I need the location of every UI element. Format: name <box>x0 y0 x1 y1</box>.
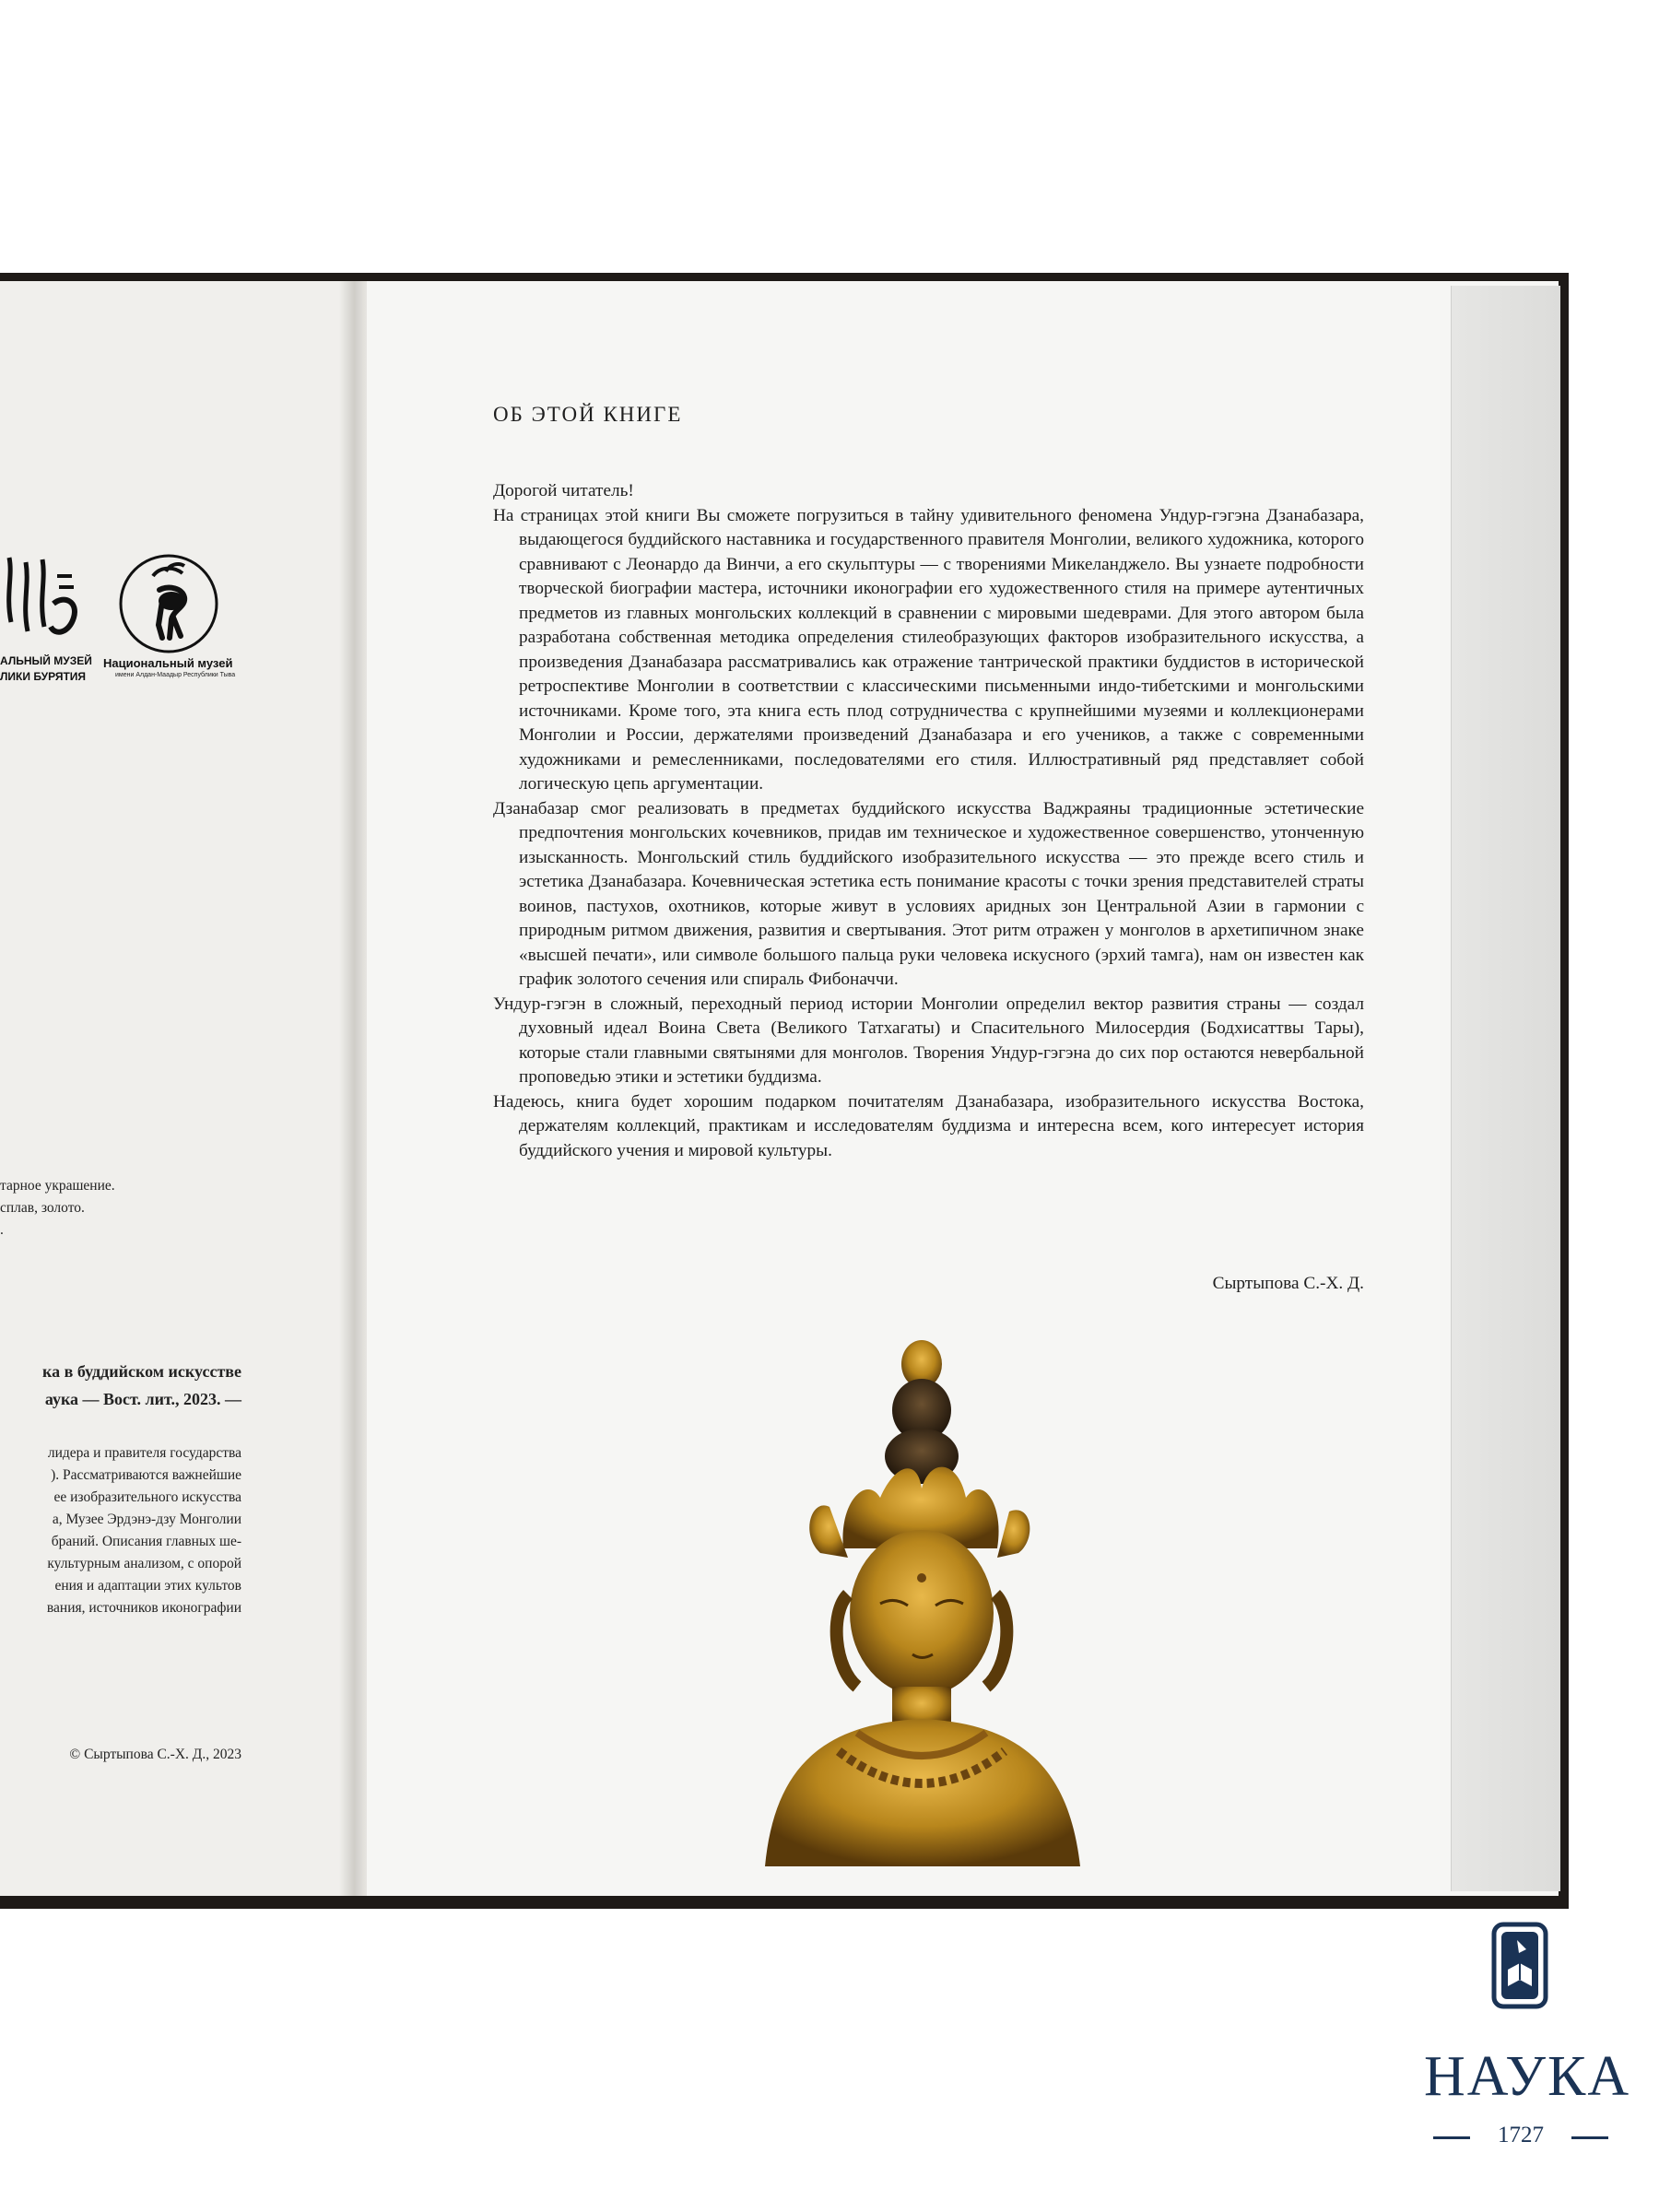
left-abstract-line: а, Музее Эрдэнэ-дзу Монголии <box>52 1512 241 1527</box>
paragraph: Ундур-гэгэн в сложный, переходный период истории Монголии определил вектор развития страны — создал духовный идеал Воина Света (Великого Татхагаты) и Спасительного Милосердия (Бодхисаттвы Тары), которые стали главными святынями для монголов. Творения Ундур-гэгэна до сих пор остаются невербальной проповедью этики и эстетики буддизма. <box>493 994 1364 1087</box>
left-page <box>0 281 350 1896</box>
buddha-statue-image <box>756 1336 1217 1866</box>
publisher-year: 1727 <box>1498 2123 1544 2147</box>
museum-logo-1-line-2: ЛИКИ БУРЯТИЯ <box>0 670 87 683</box>
publisher-rule-right <box>1571 2136 1608 2139</box>
page-edge <box>1451 286 1560 1891</box>
left-abstract-line: культурным анализом, с опорой <box>47 1556 241 1571</box>
left-abstract-line: вания, источников иконографии <box>46 1600 241 1616</box>
left-abstract-line: ее изобразительного искусства <box>53 1489 241 1505</box>
left-biblio-line: аука — Вост. лит., 2023. — <box>44 1390 241 1408</box>
book-gutter <box>339 281 367 1896</box>
copyright: © Сыртыпова С.-Х. Д., 2023 <box>69 1747 241 1762</box>
paragraph: На страницах этой книги Вы сможете погрузиться в тайну удивительного феномена Ундур-гэгэна Дзанабазара, выдающегося буддийского наставника и государственного правителя Монголии, великого художника, которого сравнивают с Леонардо да Винчи, а его скульптуры — с творениями Микеланджело. Вы узнаете подробности творческой биографии мастера, источники иконографии его художественного стиля на примере аутентичных предметов из главных монгольских коллекций в сравнении с мировыми шедеврами. Для этого автором была разработана собственная методика определения стилеобразующих факторов изобразительного искусства, а произведения Дзанабазара рассматривались как отражение тантрической практики буддистов в исторической ретроспективе Монголии в соответствии с классическими письменными индо-тибетскими и монгольскими источниками. Кроме того, эта книга есть плод сотрудничества с крупнейшими музеями и коллекционерами Монголии и России, держателями произведений Дзанабазара и его учеников, а также с современными художниками и ремесленниками, последователями его стиля. Иллюстративный ряд представляет собой логическую цепь аргументации. <box>493 505 1364 794</box>
publisher-name: НАУКА <box>1424 2045 1631 2108</box>
museum-logo-2-subtitle: имени Алдан-Маадыр Республики Тыва <box>115 672 236 678</box>
paragraph: Надеюсь, книга будет хорошим подарком почитателям Дзанабазара, изобразительного искусства Востока, держателям коллекций, практикам и исследователям буддизма и интересна всем, кого интересует история буддийского учения и мировой культуры. <box>493 1091 1364 1160</box>
left-caption-line: сплав, золото. <box>0 1200 85 1216</box>
nauka-emblem-icon <box>1491 1922 1548 2009</box>
deer-logo-icon <box>118 553 219 654</box>
museum-logo-2-name: Национальный музей <box>103 656 233 670</box>
mongol-script-logo-icon <box>0 548 88 650</box>
left-abstract-line: ). Рассматриваются важнейшие <box>51 1467 241 1483</box>
greeting: Дорогой читатель! <box>493 481 634 500</box>
body-text <box>493 479 1364 1163</box>
museum-logo-1-line-1: АЛЬНЫЙ МУЗЕЙ <box>0 654 92 667</box>
left-caption-line: тарное украшение. <box>0 1178 115 1194</box>
page-title: ОБ ЭТОЙ КНИГЕ <box>493 403 683 426</box>
left-abstract-line: браний. Описания главных ше- <box>51 1534 241 1549</box>
paragraph: Дзанабазар смог реализовать в предметах буддийского искусства Ваджраяны традиционные эстетические предпочтения монгольских кочевников, придав им техническое и художественное совершенство, утонченную изысканность. Монгольский стиль буддийского изобразительного искусства — это прежде всего стиль и эстетика Дзанабазара. Кочевническая эстетика есть понимание красоты с точки зрения представителей страты воинов, пастухов, охотников, которые живут в условиях аридных зон Центральной Азии в гармонии с природным ритмом движения, развития и свертывания. Этот ритм отражен у монголов в архетипичном знаке «высшей печати», или символе большого пальца руки человека искусного (эрхий тамга), нам он известен как график золотого сечения или спираль Фибоначчи. <box>493 798 1364 989</box>
left-caption-line: . <box>0 1222 4 1238</box>
signature: Сыртыпова С.-Х. Д. <box>1212 1274 1364 1293</box>
left-abstract-line: лидера и правителя государства <box>47 1445 241 1461</box>
left-abstract-line: ения и адаптации этих культов <box>54 1578 241 1594</box>
left-biblio-line: ка в буддийском искусстве <box>42 1362 241 1381</box>
